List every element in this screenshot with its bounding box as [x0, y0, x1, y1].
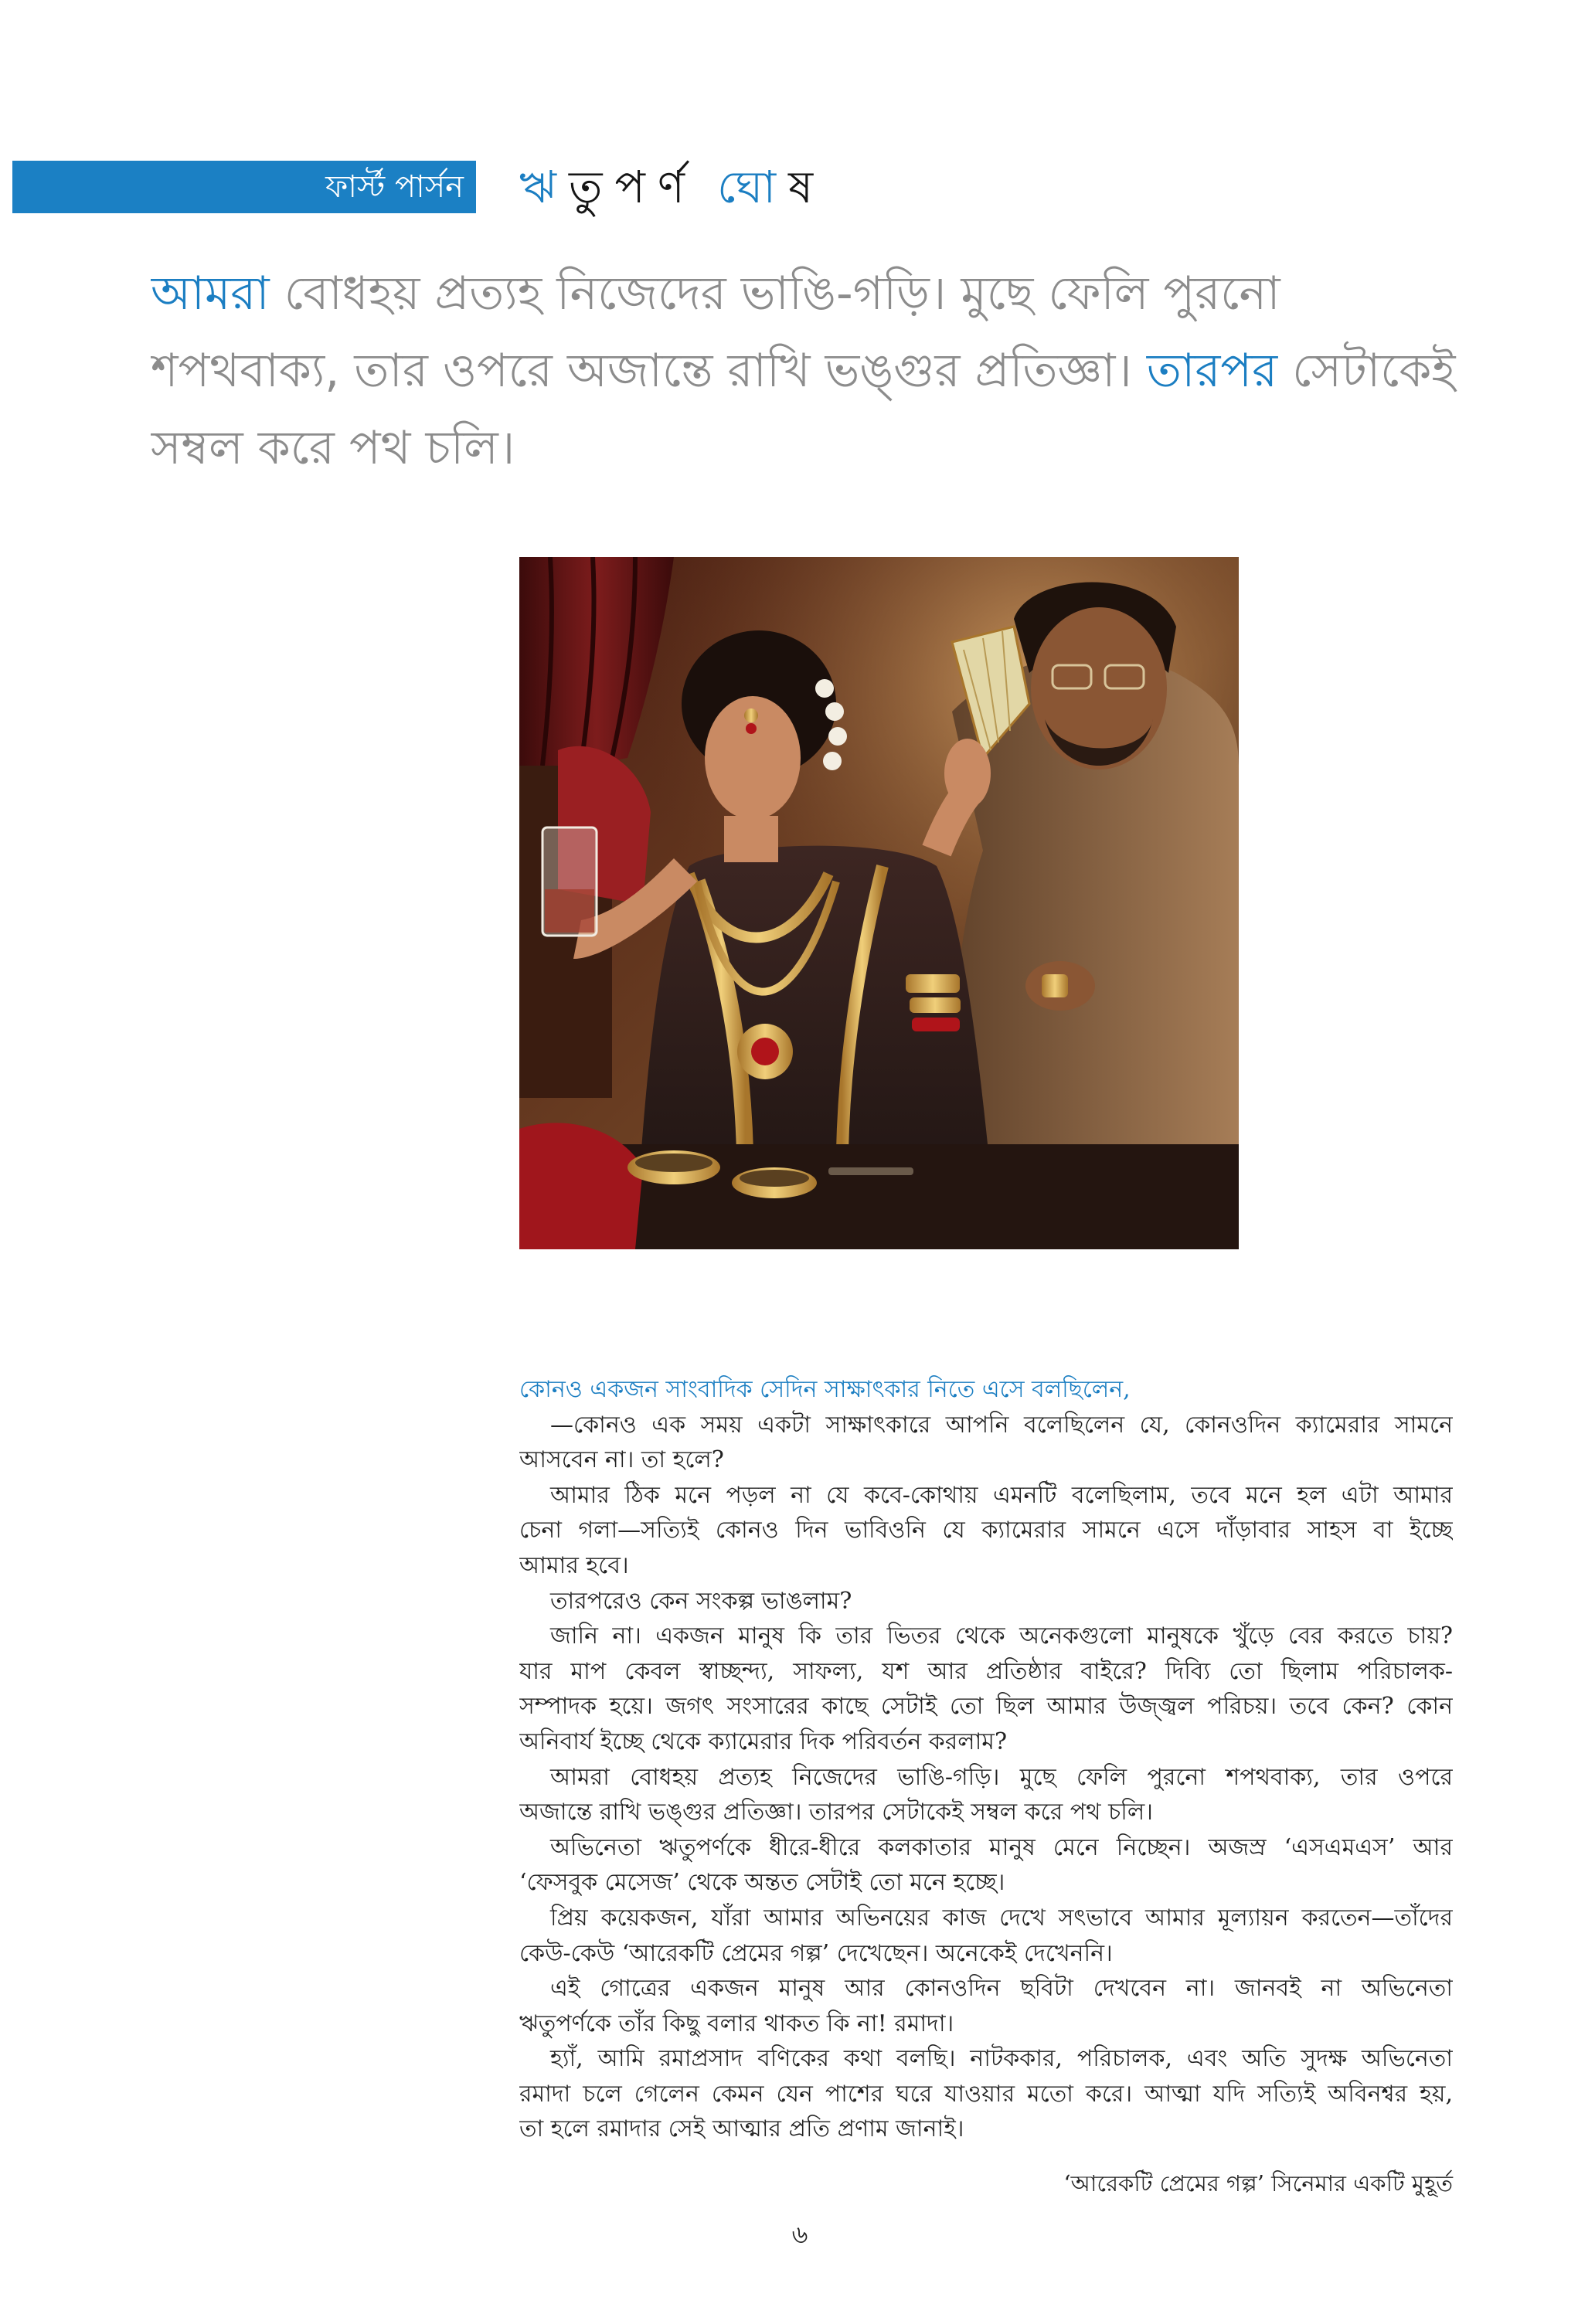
pull-quote-text: সম্বল করে পথ চলি।	[151, 421, 515, 475]
page-number: ৬	[791, 2220, 808, 2249]
article-line: কেউ-কেউ ‘আরেকটি প্রেমের গল্প’ দেখেছেন। অনেকেই দেখেননি।	[519, 1939, 1113, 1967]
pull-quote-highlight: তারপর	[1146, 344, 1278, 398]
section-bar	[12, 161, 476, 213]
article-line: প্রিয় কয়েকজন, যাঁরা আমার অভিনয়ের কাজ দেখে সৎভাবে আমার মূল্যায়ন করতেন—তাঁদের	[550, 1904, 1453, 1932]
article-body	[519, 1372, 1453, 2147]
article-line: —কোনও এক সময় একটা সাক্ষাৎকারে আপনি বলেছিলেন যে, কোনওদিন ক্যামেরার সামনে	[550, 1411, 1453, 1439]
article-line: চেনা গলা—সত্যিই কোনও দিন ভাবিওনি যে ক্যামেরার সামনে এসে দাঁড়াবার সাহস বা ইচ্ছে	[519, 1517, 1453, 1544]
article-line: তারপরেও কেন সংকল্প ভাঙলাম?	[550, 1587, 852, 1615]
film-still-photo	[519, 557, 1239, 1249]
article-line: হ্যাঁ, আমি রমাপ্রসাদ বণিকের কথা বলছি। নাটককার, পরিচালক, এবং অতি সুদক্ষ অভিনেতা	[550, 2045, 1453, 2073]
section-label: ফার্স্ট পার্সন	[325, 169, 464, 205]
author-syllable: ষ	[788, 161, 814, 213]
author-syllable: র্ণ	[657, 161, 685, 213]
article-lead: কোনও একজন সাংবাদিক সেদিন সাক্ষাৎকার নিতে এসে বলছিলেন,	[519, 1376, 1131, 1403]
author-syllable: ঘো	[716, 161, 777, 213]
article-line: এই গোত্রের একজন মানুষ আর কোনওদিন ছবিটা দেখবেন না। জানবই না অভিনেতা	[550, 1975, 1453, 2003]
article-line: তা হলে রমাদার সেই আত্মার প্রতি প্রণাম জানাই।	[519, 2115, 964, 2143]
author-name	[519, 155, 825, 219]
pull-quote	[151, 255, 1542, 487]
article-line: রমাদা চলে গেলেন কেমন যেন পাশের ঘরে যাওয়ার মতো করে। আত্মা যদি সত্যিই অবিনশ্বর হয়,	[519, 2080, 1453, 2108]
article-line: সম্পাদক হয়ে। জগৎ সংসারের কাছে সেটাই তো ছিল আমার উজ্জ্বল পরিচয়। তবে কেন? কোন	[519, 1693, 1453, 1721]
pull-quote-text: সেটাকেই	[1277, 344, 1456, 398]
article-line: আসবেন না। তা হলে?	[519, 1446, 724, 1474]
article-line: অজান্তে রাখি ভঙ্গুর প্রতিজ্ঞা। তারপর সেটাকেই সম্বল করে পথ চলি।	[519, 1799, 1153, 1826]
article-line: আমার হবে।	[519, 1551, 629, 1579]
pull-quote-line	[151, 255, 1542, 332]
photo-caption: ‘আরেকটি প্রেমের গল্প’ সিনেমার একটি মুহূর্ত	[1063, 2170, 1453, 2197]
article-line: জানি না। একজন মানুষ কি তার ভিতর থেকে অনেকগুলো মানুষকে খুঁড়ে বের করতে চায়?	[550, 1622, 1453, 1650]
author-syllable: প	[614, 161, 645, 213]
film-still-illustration	[519, 557, 1239, 1249]
pull-quote-text: বোধহয় প্রত্যহ নিজেদের ভাঙি-গড়ি। মুছে ফেলি পুরনো	[269, 267, 1280, 321]
article-line: ‘ফেসবুক মেসেজ’ থেকে অন্তত সেটাই তো মনে হচ্ছে।	[519, 1869, 1005, 1897]
pull-quote-line	[151, 409, 1542, 487]
article-line: অনিবার্য ইচ্ছে থেকে ক্যামেরার দিক পরিবর্তন করলাম?	[519, 1728, 1008, 1755]
author-syllable: তু	[568, 161, 603, 213]
article-line: ঋতুপর্ণকে তাঁর কিছু বলার থাকত কি না! রমাদা।	[519, 2010, 954, 2037]
pull-quote-highlight: আমরা	[151, 267, 270, 321]
article-line: অভিনেতা ঋতুপর্ণকে ধীরে-ধীরে কলকাতার মানুষ মেনে নিচ্ছেন। অজস্র ‘এসএমএস’ আর	[550, 1833, 1453, 1861]
pull-quote-line	[151, 332, 1542, 409]
article-line: আমার ঠিক মনে পড়ল না যে কবে-কোথায় এমনটি বলেছিলাম, তবে মনে হল এটা আমার	[550, 1481, 1453, 1509]
pull-quote-text: শপথবাক্য, তার ওপরে অজান্তে রাখি ভঙ্গুর প্রতিজ্ঞা।	[151, 344, 1147, 398]
article-line: আমরা বোধহয় প্রত্যহ নিজেদের ভাঙি-গড়ি। মুছে ফেলি পুরনো শপথবাক্য, তার ওপরে	[550, 1763, 1453, 1791]
author-syllable: ঋ	[519, 161, 556, 213]
article-line: যার মাপ কেবল স্বাচ্ছন্দ্য, সাফল্য, যশ আর প্রতিষ্ঠার বাইরে? দিব্যি তো ছিলাম পরিচালক-	[519, 1657, 1453, 1685]
